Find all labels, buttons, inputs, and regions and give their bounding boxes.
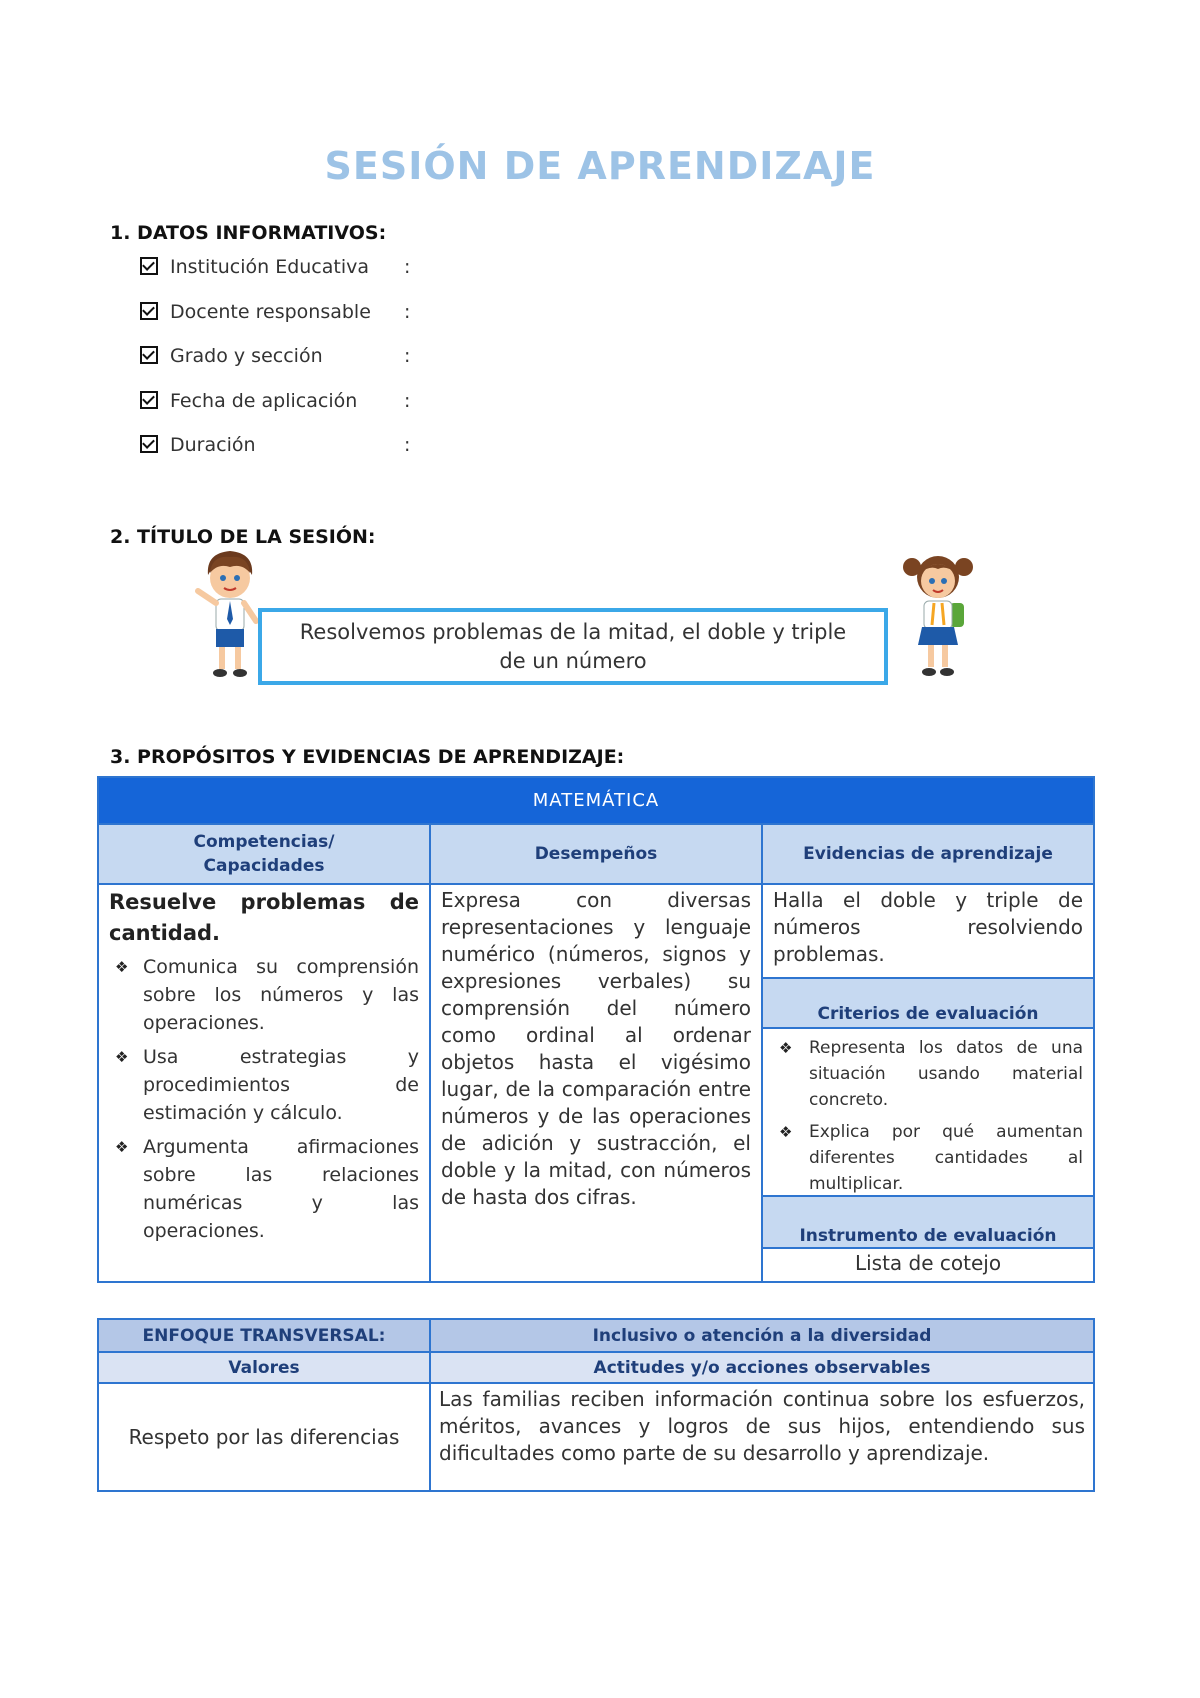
info-label: Docente responsable: [170, 301, 371, 323]
action-text: Las familias reciben información continua sobre los esfuerzos, méritos, avances y logros de sus hijos, entendiendo sus dificultades como parte de su desarrollo y aprendizaje.: [439, 1387, 1085, 1465]
girl-student-icon: [898, 545, 978, 685]
diamond-bullet-icon: ❖: [115, 958, 129, 976]
info-item: Institución Educativa :: [140, 254, 410, 280]
value-cell: Respeto por las diferencias: [98, 1383, 430, 1491]
diamond-bullet-icon: ❖: [779, 1039, 793, 1057]
competencies-cell: [98, 884, 430, 1282]
capacity-item: ❖ Comunica su comprensión sobre los números y las operaciones.: [109, 953, 419, 1037]
diamond-bullet-icon: ❖: [779, 1123, 793, 1141]
evidence-column-header: Evidencias de aprendizaje: [762, 824, 1094, 884]
criteria-header: Criterios de evaluación: [763, 979, 1093, 1029]
checkbox-checked-icon: [140, 435, 158, 453]
page-title: SESIÓN DE APRENDIZAJE: [324, 144, 876, 188]
diamond-bullet-icon: ❖: [115, 1138, 129, 1156]
section-1-heading: 1. DATOS INFORMATIVOS:: [110, 222, 387, 244]
transversal-label: ENFOQUE TRANSVERSAL:: [98, 1319, 430, 1352]
evidence-text: Halla el doble y triple de números resolviendo problemas.: [763, 885, 1093, 979]
capacity-item: ❖ Usa estrategias y procedimientos de estimación y cálculo.: [109, 1043, 419, 1127]
checkbox-checked-icon: [140, 302, 158, 320]
evidence-cell: [762, 884, 1094, 1282]
session-title-line-2: de un número: [499, 649, 647, 673]
info-item: Grado y sección :: [140, 343, 410, 369]
actions-header: Actitudes y/o acciones observables: [430, 1352, 1094, 1383]
capacity-item: ❖ Argumenta afirmaciones sobre las relaciones numéricas y las operaciones.: [109, 1133, 419, 1245]
checkbox-checked-icon: [140, 346, 158, 364]
purposes-table: [97, 776, 1095, 1283]
info-label: Duración: [170, 434, 256, 456]
section-2-heading: 2. TÍTULO DE LA SESIÓN:: [110, 526, 376, 548]
performance-column-header: Desempeños: [430, 824, 762, 884]
session-title-box: [258, 608, 888, 685]
info-label: Grado y sección: [170, 345, 323, 367]
info-label: Fecha de aplicación: [170, 390, 358, 412]
info-label: Institución Educativa: [170, 256, 370, 278]
checkbox-checked-icon: [140, 391, 158, 409]
info-item: Duración :: [140, 432, 410, 458]
transversal-name: Inclusivo o atención a la diversidad: [430, 1319, 1094, 1352]
criteria-list: [763, 1029, 1093, 1197]
instrument-header: Instrumento de evaluación: [763, 1197, 1093, 1249]
performance-cell: [430, 884, 762, 1282]
checkbox-checked-icon: [140, 257, 158, 275]
area-header: MATEMÁTICA: [98, 777, 1094, 824]
criteria-item: ❖ Explica por qué aumentan diferentes cantidades al multiplicar.: [773, 1119, 1083, 1197]
competencies-column-header: Competencias/ Capacidades: [98, 824, 430, 884]
transversal-table: [97, 1318, 1095, 1492]
diamond-bullet-icon: ❖: [115, 1048, 129, 1066]
info-item: Fecha de aplicación :: [140, 388, 410, 414]
action-cell: [430, 1383, 1094, 1491]
instrument-value: Lista de cotejo: [854, 1251, 1002, 1275]
criteria-item: ❖ Representa los datos de una situación usando material concreto.: [773, 1035, 1083, 1113]
session-title-line-1: Resolvemos problemas de la mitad, el doble y triple: [299, 620, 847, 644]
competence-title: Resuelve problemas de cantidad.: [109, 890, 419, 945]
performance-text: Expresa con diversas representaciones y lenguaje numérico (números, signos y expresiones verbales) su comprensión del número como ordinal al ordenar objetos hasta el vigésimo lugar, de la comparación entre números y de las operaciones de adición y sustracción, el doble y la mitad, con números de hasta dos cifras.: [441, 888, 751, 1209]
values-header: Valores: [98, 1352, 430, 1383]
info-item: Docente responsable :: [140, 299, 410, 325]
section-3-heading: 3. PROPÓSITOS Y EVIDENCIAS DE APRENDIZAJE:: [110, 746, 625, 768]
